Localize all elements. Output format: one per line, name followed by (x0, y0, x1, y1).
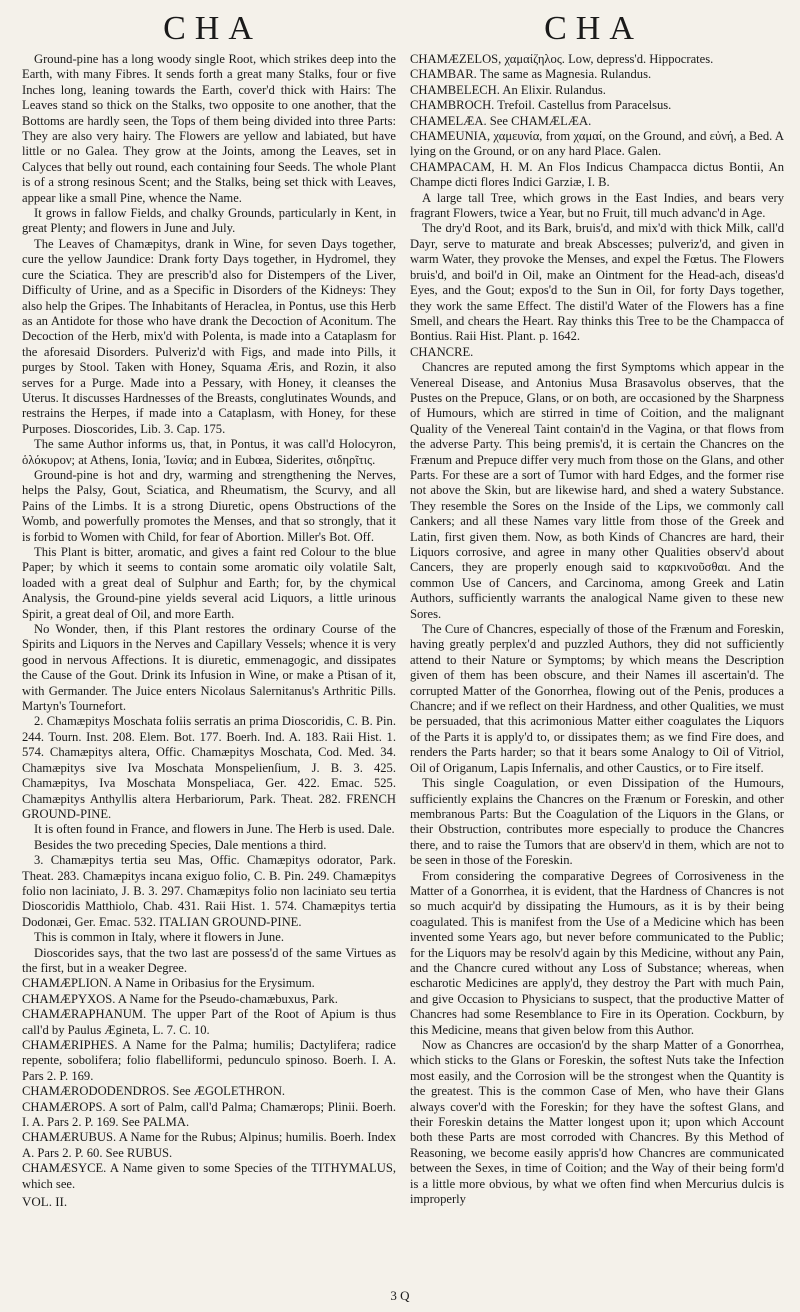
paragraph: CHAMÆPYXOS. A Name for the Pseudo-chamæbuxus, Park. (22, 991, 338, 1006)
paragraph: No Wonder, then, if this Plant restores the ordinary Course of the Spirits and Liquors in the Nerves and Capillary Vessels; whence it is very good in nervous Affections. It is diuretic, emmenagogic, and dissipates the Cause of the Gout. Drink its Infusion in Wine, or make a Ptisan of it, with Germander. The Juice enters Nicolaus Salernitanus's Arthritic Pills. Martyn's Tournefort. (22, 622, 396, 714)
paragraph: CHAMÆPLION. A Name in Oribasius for the Erysimum. (22, 976, 315, 991)
paragraph: 2. Chamæpitys Moschata foliis serratis an prima Dioscoridis, C. B. Pin. 244. Tourn. Inst. 208. Elem. Bot. 177. Boerh. Ind. A. 183. Raii Hist. 1. 574. Chamæpitys altera, Offic. Chamæpitys Moschata, Cod. Med. 34. Chamæpitys sive Iva Moschata Monspelienſium, J. B. 3. 425. Chamæpitys, Iva Moschata Monspeliaca, Ger. 422. Emac. 525. Chamæpitys Anthyllis altera Herbariorum, Park. Theat. 282. FRENCH GROUND-PINE. (22, 714, 396, 821)
paragraph: CHAMPACAM, H. M. An Flos Indicus Champacca dictus Bontii, An Champe dicti flores Indici Garziæ, I. B. (410, 159, 784, 190)
paragraph: Ground-pine has a long woody single Root, which strikes deep into the Earth, with many Fibres. It sends forth a great many Stalks, four or five Inches long, leaning towards the Earth, cover'd thick with Hairs: The Leaves stand so thick on the Stalks, two opposite to one another, that the Bottoms are hardly seen, the Tops of them being divided into three Parts: They are also very hairy. The Flowers are yellow and labiated, but have little or no Galea. They grow at the Joints, among the Leaves, set in Calyces that belly out round, each containing four Seeds. The whole Plant is of a strong resinous Scent; and the Stalks, being set thick with Leaves, appear like a small Pine, whence the Name. (22, 52, 396, 205)
paragraph: This is common in Italy, where it flowers in June. (34, 930, 284, 945)
paragraph: CHAMÆRAPHANUM. The upper Part of the Root of Apium is thus call'd by Paulus Ægineta, L. 7. C. 10. (22, 1007, 396, 1037)
paragraph: Dioscorides says, that the two last are possess'd of the same Virtues as the first, but in a weaker Degree. (22, 945, 396, 975)
paragraph: CHAMÆRUBUS. A Name for the Rubus; Alpinus; humilis. Boerh. Index A. Pars 2. P. 60. See RUBUS. (22, 1130, 396, 1160)
paragraph: The dry'd Root, and its Bark, bruis'd, and mix'd with thick Milk, call'd Dayr, serve to maturate and break Abscesses; pulveriz'd, and given in warm Water, they provoke the Menses, and expel the Fœtus. The Flowers bruis'd, and boil'd in Oil, make an Ointment for the Head-ach, diseas'd Eyes, and the Gout; expos'd to the Sun in Oil, for forty Days together, they work the same Effect. The distil'd Water of the Flowers has a fine Smell, and chears the Heart. Ray thinks this Tree to be the Champacca of Bontius. Raii Hist. Plant. p. 1642. (410, 221, 784, 344)
paragraph: The same Author informs us, that, in Pontus, it was call'd Holocyron, ὁλόκυρον; at Athens, Ionia, Ἰωνία; and in Eubœa, Siderites, σιδηρῖτις. (22, 437, 396, 467)
paragraph: 3. Chamæpitys tertia seu Mas, Offic. Chamæpitys odorator, Park. Theat. 283. Chamæpitys incana exiguo folio, C. B. Pin. 249. Chamæpitys folio non laciniato, J. B. 3. 297. Chamæpitys folio non laciniato seu tertia Dioscoridis Matthiolo, Chab. 431. Raii Hist. 1. 574. Chamæpitys tertia Dodonæi, Ger. Emac. 532. ITALIAN GROUND-PINE. (22, 853, 396, 929)
paragraph: CHAMÆROPS. A sort of Palm, call'd Palma; Chamærops; Plinii. Boerh. I. A. Pars 2. P. 169. See PALMA. (22, 1099, 396, 1130)
volume-footer: VOL. II. (22, 1194, 68, 1210)
left-column (22, 52, 396, 1209)
paragraph: A large tall Tree, which grows in the East Indies, and bears very fragrant Flowers, twice a Year, but no Fruit, till much advanc'd in Age. (410, 190, 784, 221)
paragraph: It grows in fallow Fields, and chalky Grounds, particularly in Kent, in great Plenty; and flowers in June and July. (22, 206, 396, 236)
paragraph: CHAMÆRODODENDROS. See ÆGOLETHRON. (22, 1084, 286, 1099)
paragraph: CHAMÆSYCE. A Name given to some Species of the TITHYMALUS, which see. (22, 1161, 396, 1191)
paragraph: CHAMEUNIA, χαμευνία, from χαμαί, on the Ground, and εὐνή, a Bed. A lying on the Ground, or on any hard Place. Galen. (410, 129, 784, 159)
paragraph: CHAMELÆA. See CHAMÆLÆA. (410, 113, 592, 128)
right-column (410, 52, 784, 1209)
paragraph: It is often found in France, and flowers in June. The Herb is used. Dale. (34, 822, 395, 837)
paragraph: Ground-pine is hot and dry, warming and strengthening the Nerves, helps the Palsy, Gout, Sciatica, and Rheumatism, the Scurvy, and all Pains of the Limbs. It is a strong Diuretic, opens Obstructions of the Womb, and powerfully promotes the Menses, and that so strongly, that it is forbid to Women with Child, for fear of Abortion. Miller's Bot. Off. (22, 467, 396, 544)
paragraph: CHAMBELECH. An Elixir. Rulandus. (410, 82, 606, 97)
paragraph: Now as Chancres are occasion'd by the sharp Matter of a Gonorrhea, which sticks to the Glans or Foreskin, the softest Nuts take the Infection most easily, and the Corrosion will be the strongest when the Quantity is the greatest. This is the common Case of Men, who have their Glans always cover'd with the Foreskin; for they have the softest Glans, and their Foreskin detains the Matter longest upon it; upon which Account both these Parts are most corroded with Chancres. By this Method of Reasoning, we become easily appris'd how Chancres are communicated between the Sexes, in time of Coition; and the Way of their being form'd is a little more obvious, by what we often find when Mercurius dulcis is improperly (410, 1038, 784, 1207)
text-columns (22, 52, 784, 1209)
running-head-right: CHA (544, 10, 643, 47)
paragraph: This Plant is bitter, aromatic, and gives a faint red Colour to the blue Paper; by which it seems to contain some aromatic oily volatile Salt, loaded with a great deal of Sulphur and Earth; for, by the chymical Analysis, the Ground-pine yields several acid Liquors, a little urinous Spirit, a great deal of Oil, and more Earth. (22, 545, 396, 621)
paragraph: This single Coagulation, or even Dissipation of the Humours, sufficiently explains the Chancres on the Frænum or Foreskin, and other membranous Parts: But the Coagulation of the Liquors in the Glans, or their Obstruction, contributes more especially to produce the Chancres there, and to raise the Tumors that are observ'd in them, which are not to be seen in those of the Foreskin. (410, 776, 784, 868)
paragraph: CHAMÆZELOS, χαμαίζηλος. Low, depress'd. Hippocrates. (410, 52, 714, 66)
paragraph: CHAMBAR. The same as Magnesia. Rulandus. (410, 67, 652, 82)
paragraph: CHAMBROCH. Trefoil. Castellus from Paracelsus. (410, 98, 672, 113)
paragraph: Besides the two preceding Species, Dale mentions a third. (34, 837, 327, 852)
paragraph: CHANCRE. (410, 344, 474, 359)
paragraph: Chancres are reputed among the first Symptoms which appear in the Venereal Disease, and Antonius Musa Brasavolus observes, that the Pustes on the Prepuce, Glans, or on both, are occasioned by the Sharpness of Humours, which are stirred in time of Coition, and the malignant Quality of the Venereal Taint contain'd in the Vagina, or that flows from the adverse Party. This being premis'd, it is certain the Chancres on the Frænum and Prepuce differ very much from those on the Glans, and other Parts. For these are a sort of Tumor with hard Edges, and the former rise not above the Skin, but are likewise hard, and shed a watery Substance. They resemble the Sores on the Inside of the Lips, we commonly call Cankers; and all these Names vary little from those of the Greek and Latin, first given them. Now, as both Kinds of Chancres are hard, their Liquors corrosive, and agree in many other Qualities observ'd about Cancers, they are properly enough said to καρκινοῦσθαι. And the common Use of Cancers, and Carcinoma, among Greek and Latin Authors, sufficiently warrants the analogical Name given to these new Sores. (410, 360, 784, 621)
paragraph: CHAMÆRIPHES. A Name for the Palma; humilis; Dactylifera; radice repente, sobolifera; folio flabelliformi, pedunculo spinoso. Boerh. I. A. Pars 2. P. 169. (22, 1038, 396, 1083)
running-head-left: CHA (163, 10, 262, 47)
paragraph: The Leaves of Chamæpitys, drank in Wine, for seven Days together, cure the yellow Jaundice: Drank forty Days together, in Hydromel, they cure the Sciatica. They are prescrib'd also for Distempers of the Liver, Difficulty of Urine, and as a Specific in Disorders of the Kidneys: They also help the Gripes. The Inhabitants of Heraclea, in Pontus, use this Herb as an Antidote for those who have drank the Decoction of Aconitum. The Decoction of the Herb, mix'd with Polenta, is made into a Cataplasm for the aforesaid Disorders. Pulveriz'd with Figs, and made into Pills, it purges by Stool. Taken with Honey, Squama Æris, and Rozin, it also serves for a Purge. Made into a Pessary, with Honey, it cleanses the Uterus. It discusses Hardnesses of the Breasts, conglutinates Wounds, and restrains the Herpes, if made into a Cataplasm, with Honey, for these Purposes. Dioscorides, Lib. 3. Cap. 175. (22, 236, 396, 436)
signature-mark: 3 Q (390, 1288, 410, 1303)
running-headers (22, 6, 784, 52)
paragraph: From considering the comparative Degrees of Corrosiveness in the Matter of a Gonorrhea, it is evident, that the Hardness of Chancres is not so much acquir'd by dissipating the Humours, as it is by their being coagulated. This is manifest from the Use of a Medicine which has been invented some Years ago, but never before communicated to the Public; for the Liquors may be resolv'd again by this Medicine, without any Pain, and the Chancre cured without any Loss of Substance; whereas, when escharotic Medicines are apply'd, they destroy the Part with much Pain, and give Occasion to Physicians to suspect, that the productive Matter of Chancres had some Resemblance to Fire in its Operation. Cockburn, by this Medicine, means that given below from this Author. (410, 868, 784, 1037)
paragraph: The Cure of Chancres, especially of those of the Frænum and Foreskin, having greatly perplex'd and puzzled Authors, they did not sufficiently attend to their Nature or Symptoms; by which means the Description given of them has been obscure, and their Names ill ascertain'd. The corrupted Matter of the Gonorrhea, flowing out of the Penis, produces a Chancre; and if we reflect on their Hardness, and other Qualities, we must be persuaded, that this acrimonious Matter either coagulates the Liquors of the Parts it is apply'd to, or dissipates them; as we find Fire does, and renders the Parts harder; so that it bears some Analogy to Oil of Vitriol, Oil of Origanum, Lapis Infernalis, and other Caustics, or to Fire itself. (410, 622, 784, 775)
